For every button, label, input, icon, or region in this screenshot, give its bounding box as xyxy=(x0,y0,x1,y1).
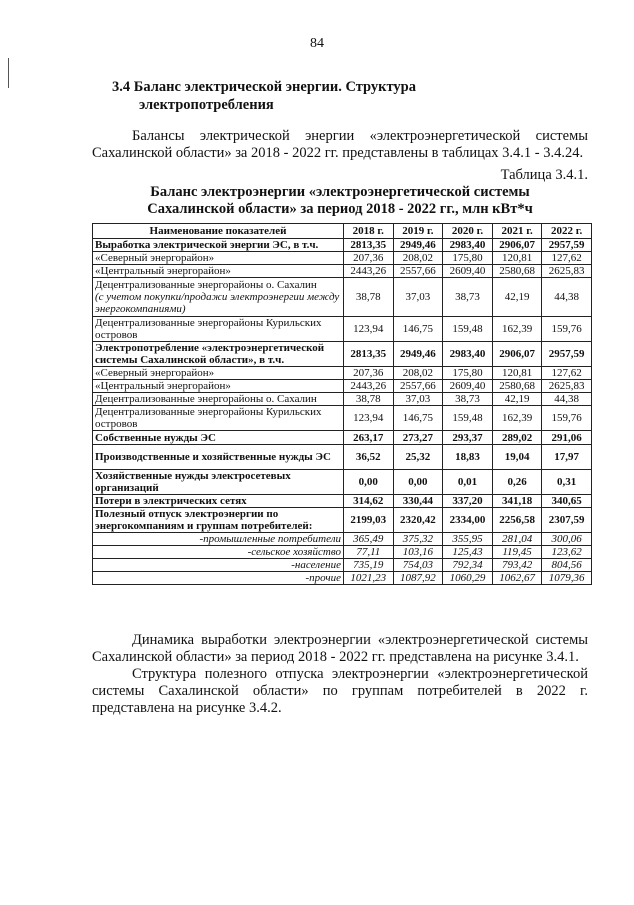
row-label xyxy=(93,533,344,546)
row-value-2018: 77,11 xyxy=(344,546,394,559)
row-label xyxy=(93,278,344,317)
row-label-text: Собственные нужды ЭС xyxy=(95,431,216,444)
row-value-2019: 25,32 xyxy=(393,445,443,470)
table-header-row xyxy=(93,224,592,239)
row-value-2021: 119,45 xyxy=(492,546,542,559)
margin-mark xyxy=(8,58,9,88)
row-value-2018: 123,94 xyxy=(344,406,394,431)
row-label-text: Электропотребление «электроэнергетической системы Сахалинской области», в т.ч. xyxy=(95,342,325,366)
row-value-2019: 2320,42 xyxy=(393,508,443,533)
row-value-2019: 103,16 xyxy=(393,546,443,559)
row-value-2022: 127,62 xyxy=(542,252,592,265)
row-value-2019: 1087,92 xyxy=(393,572,443,585)
row-value-2019: 37,03 xyxy=(393,278,443,317)
row-value-2020: 175,80 xyxy=(443,367,493,380)
row-label xyxy=(93,546,344,559)
row-label-text: Децентрализованные энергорайоны Курильских островов xyxy=(95,317,322,341)
section-title-line2: электропотребления xyxy=(139,97,274,113)
section-number: 3.4 xyxy=(112,79,131,95)
section-heading xyxy=(112,78,492,114)
table-row xyxy=(93,367,592,380)
row-value-2022: 44,38 xyxy=(542,393,592,406)
row-value-2021: 19,04 xyxy=(492,445,542,470)
row-value-2020: 2983,40 xyxy=(443,342,493,367)
row-label xyxy=(93,406,344,431)
row-value-2020: 337,20 xyxy=(443,495,493,508)
table-row xyxy=(93,406,592,431)
paragraph-generation-dynamics: Динамика выработки электроэнергии «электроэнергетической системы Сахалинской области» за период 2018 - 2022 гг. представлена на рисунке 3.4.1. xyxy=(92,632,588,665)
row-value-2019: 37,03 xyxy=(393,393,443,406)
row-label-text: Децентрализованные энергорайоны Курильских островов xyxy=(95,406,322,430)
intro-paragraph: Балансы электрической энергии «электроэнергетической системы Сахалинской области» за 2018 - 2022 гг. представлены в таблицах 3.4.1 - 3.4.24. xyxy=(92,128,588,161)
row-value-2022: 2307,59 xyxy=(542,508,592,533)
table-row xyxy=(93,572,592,585)
row-value-2022: 340,65 xyxy=(542,495,592,508)
row-value-2018: 365,49 xyxy=(344,533,394,546)
row-label xyxy=(93,252,344,265)
row-value-2020: 159,48 xyxy=(443,406,493,431)
row-value-2021: 1062,67 xyxy=(492,572,542,585)
row-value-2021: 341,18 xyxy=(492,495,542,508)
row-label-text: -сельское хозяйство xyxy=(247,546,341,558)
table-row xyxy=(93,239,592,252)
row-value-2020: 355,95 xyxy=(443,533,493,546)
row-label-text: Производственные и хозяйственные нужды ЭС xyxy=(95,451,331,463)
row-value-2018: 1021,23 xyxy=(344,572,394,585)
table-row xyxy=(93,380,592,393)
row-value-2020: 293,37 xyxy=(443,431,493,445)
row-value-2022: 291,06 xyxy=(542,431,592,445)
row-label-text: -промышленные потребители xyxy=(199,533,341,545)
table-title-line1: Баланс электроэнергии «электроэнергетической системы xyxy=(150,184,530,200)
row-value-2021: 2580,68 xyxy=(492,265,542,278)
row-label-text: Децентрализованные энергорайоны о. Сахалин xyxy=(95,393,317,405)
table-row xyxy=(93,546,592,559)
row-value-2018: 36,52 xyxy=(344,445,394,470)
table-body xyxy=(93,239,592,585)
row-value-2022: 2625,83 xyxy=(542,265,592,278)
row-value-2018: 2443,26 xyxy=(344,380,394,393)
row-label xyxy=(93,431,344,445)
row-label xyxy=(93,495,344,508)
row-label xyxy=(93,572,344,585)
row-value-2018: 123,94 xyxy=(344,317,394,342)
table-row xyxy=(93,393,592,406)
row-label-text: «Центральный энергорайон» xyxy=(95,265,231,277)
row-value-2018: 38,78 xyxy=(344,278,394,317)
row-value-2018: 314,62 xyxy=(344,495,394,508)
header-name: Наименование показателей xyxy=(93,224,344,239)
row-value-2019: 330,44 xyxy=(393,495,443,508)
row-value-2020: 38,73 xyxy=(443,278,493,317)
row-value-2018: 38,78 xyxy=(344,393,394,406)
table-title xyxy=(92,184,588,218)
row-value-2019: 754,03 xyxy=(393,559,443,572)
row-value-2018: 0,00 xyxy=(344,470,394,495)
row-value-2021: 2256,58 xyxy=(492,508,542,533)
row-value-2021: 793,42 xyxy=(492,559,542,572)
header-2019: 2019 г. xyxy=(393,224,443,239)
row-label xyxy=(93,367,344,380)
row-label-text: -прочие xyxy=(305,572,341,584)
row-value-2022: 127,62 xyxy=(542,367,592,380)
row-label-text: Потери в электрических сетях xyxy=(95,495,247,507)
row-value-2022: 159,76 xyxy=(542,406,592,431)
table-row xyxy=(93,317,592,342)
row-value-2019: 146,75 xyxy=(393,317,443,342)
table-row xyxy=(93,265,592,278)
table-row xyxy=(93,431,592,445)
row-value-2019: 208,02 xyxy=(393,367,443,380)
header-2020: 2020 г. xyxy=(443,224,493,239)
row-value-2022: 300,06 xyxy=(542,533,592,546)
row-value-2019: 2557,66 xyxy=(393,380,443,393)
row-value-2021: 2906,07 xyxy=(492,342,542,367)
row-value-2019: 2949,46 xyxy=(393,239,443,252)
row-value-2022: 2625,83 xyxy=(542,380,592,393)
row-value-2022: 0,31 xyxy=(542,470,592,495)
row-value-2018: 2443,26 xyxy=(344,265,394,278)
page-number: 84 xyxy=(310,36,324,51)
row-value-2021: 162,39 xyxy=(492,317,542,342)
table-row xyxy=(93,278,592,317)
row-value-2021: 120,81 xyxy=(492,252,542,265)
row-value-2022: 159,76 xyxy=(542,317,592,342)
row-label-text: Децентрализованные энергорайоны о. Сахалин xyxy=(95,279,317,291)
row-value-2021: 120,81 xyxy=(492,367,542,380)
table-row xyxy=(93,508,592,533)
header-2018: 2018 г. xyxy=(344,224,394,239)
table-row xyxy=(93,495,592,508)
row-value-2021: 2906,07 xyxy=(492,239,542,252)
row-value-2020: 2334,00 xyxy=(443,508,493,533)
row-value-2020: 159,48 xyxy=(443,317,493,342)
row-label xyxy=(93,470,344,495)
row-value-2021: 162,39 xyxy=(492,406,542,431)
row-label xyxy=(93,508,344,533)
row-value-2022: 44,38 xyxy=(542,278,592,317)
row-label xyxy=(93,559,344,572)
row-value-2020: 2609,40 xyxy=(443,265,493,278)
row-value-2018: 2199,03 xyxy=(344,508,394,533)
row-value-2022: 804,56 xyxy=(542,559,592,572)
row-value-2018: 263,17 xyxy=(344,431,394,445)
row-value-2022: 17,97 xyxy=(542,445,592,470)
row-value-2020: 2609,40 xyxy=(443,380,493,393)
row-label xyxy=(93,393,344,406)
row-value-2021: 0,26 xyxy=(492,470,542,495)
row-value-2020: 125,43 xyxy=(443,546,493,559)
header-2021: 2021 г. xyxy=(492,224,542,239)
balance-table xyxy=(92,223,592,585)
row-value-2021: 289,02 xyxy=(492,431,542,445)
row-value-2018: 2813,35 xyxy=(344,239,394,252)
row-label-text: «Северный энергорайон» xyxy=(95,367,215,379)
row-value-2019: 146,75 xyxy=(393,406,443,431)
table-title-line2: Сахалинской области» за период 2018 - 2022 гг., млн кВт*ч xyxy=(147,201,533,217)
row-value-2020: 2983,40 xyxy=(443,239,493,252)
row-value-2019: 375,32 xyxy=(393,533,443,546)
row-label xyxy=(93,380,344,393)
row-value-2018: 735,19 xyxy=(344,559,394,572)
row-value-2022: 1079,36 xyxy=(542,572,592,585)
section-title-line1: Баланс электрической энергии. Структура xyxy=(133,79,416,95)
row-label-text: «Северный энергорайон» xyxy=(95,252,215,264)
row-note: (с учетом покупки/продажи электроэнергии между энергокомпаниями) xyxy=(95,291,340,315)
row-value-2022: 2957,59 xyxy=(542,342,592,367)
row-label-text: Полезный отпуск электроэнергии по энергокомпаниям и группам потребителей: xyxy=(95,508,313,532)
row-value-2020: 0,01 xyxy=(443,470,493,495)
row-value-2021: 281,04 xyxy=(492,533,542,546)
row-value-2019: 208,02 xyxy=(393,252,443,265)
paragraph-consumption-structure: Структура полезного отпуска электроэнергии «электроэнергетической системы Сахалинской области» по группам потребителей в 2022 г. представлена на рисунке 3.4.2. xyxy=(92,666,588,716)
row-value-2021: 2580,68 xyxy=(492,380,542,393)
row-value-2021: 42,19 xyxy=(492,278,542,317)
row-label-text: Выработка электрической энергии ЭС, в т.ч. xyxy=(95,239,319,251)
table-row xyxy=(93,559,592,572)
row-value-2019: 273,27 xyxy=(393,431,443,445)
row-value-2022: 2957,59 xyxy=(542,239,592,252)
row-label xyxy=(93,342,344,367)
table-row xyxy=(93,533,592,546)
table-row xyxy=(93,470,592,495)
row-value-2020: 18,83 xyxy=(443,445,493,470)
row-value-2019: 0,00 xyxy=(393,470,443,495)
table-label: Таблица 3.4.1. xyxy=(500,167,588,183)
row-value-2018: 2813,35 xyxy=(344,342,394,367)
table-row xyxy=(93,252,592,265)
row-label-text: -население xyxy=(291,559,341,571)
row-value-2020: 175,80 xyxy=(443,252,493,265)
row-value-2020: 38,73 xyxy=(443,393,493,406)
row-value-2020: 792,34 xyxy=(443,559,493,572)
row-label xyxy=(93,317,344,342)
row-value-2021: 42,19 xyxy=(492,393,542,406)
row-label-text: «Центральный энергорайон» xyxy=(95,380,231,392)
header-2022: 2022 г. xyxy=(542,224,592,239)
row-value-2020: 1060,29 xyxy=(443,572,493,585)
row-label-text: Хозяйственные нужды электросетевых организаций xyxy=(95,470,291,494)
row-label xyxy=(93,239,344,252)
table-row xyxy=(93,445,592,470)
row-value-2018: 207,36 xyxy=(344,367,394,380)
row-value-2019: 2949,46 xyxy=(393,342,443,367)
row-value-2022: 123,62 xyxy=(542,546,592,559)
row-label xyxy=(93,265,344,278)
row-value-2019: 2557,66 xyxy=(393,265,443,278)
row-label xyxy=(93,445,344,470)
row-value-2018: 207,36 xyxy=(344,252,394,265)
table-row xyxy=(93,342,592,367)
